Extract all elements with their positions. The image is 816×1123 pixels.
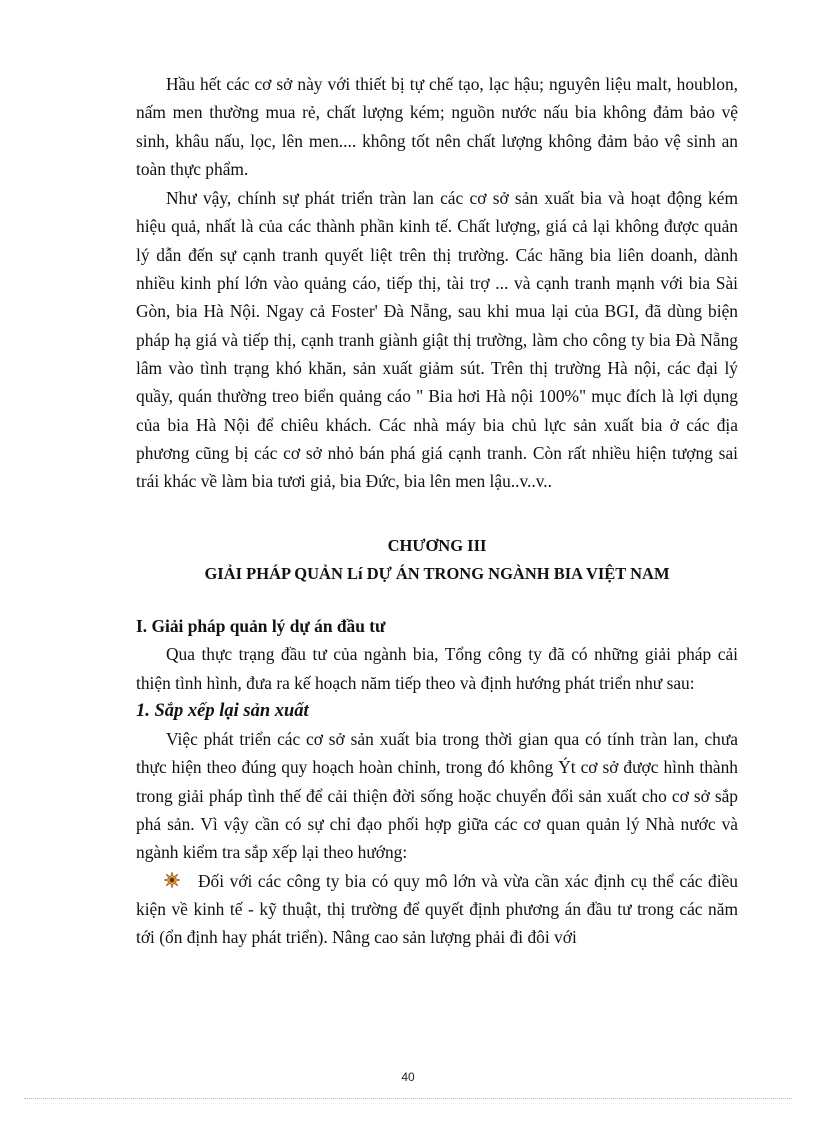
paragraph-1: Hầu hết các cơ sở này với thiết bị tự chế tạo, lạc hậu; nguyên liệu malt, houblon, nấm men thường mua rẻ, chất lượng kém; nguồn nước nấu bia không đảm bảo vệ sinh, khâu nấu, lọc, lên men.... không tốt nên chất lượng không đảm bảo vệ sinh an toàn thực phẩm. (136, 74, 738, 179)
bullet-item (136, 867, 738, 952)
chapter-title: GIẢI PHÁP QUẢN Lí DỰ ÁN TRONG NGÀNH BIA VIỆT NAM (204, 564, 670, 584)
section-intro: Qua thực trạng đầu tư của ngành bia, Tổng công ty đã có những giải pháp cải thiện tình hình, đưa ra kế hoạch năm tiếp theo và định hướng phát triển như sau: (136, 644, 738, 693)
document-page (136, 70, 738, 951)
subsection-body: Việc phát triển các cơ sở sản xuất bia trong thời gian qua có tính tràn lan, chưa thực hiện theo đúng quy hoạch hoàn chỉnh, trong đó không Ýt cơ sở được hình thành trong giải pháp tình thế để cải thiện đời sống hoặc chuyển đổi sản xuất cho cơ sở sắp phá sản. Vì vậy cần có sự chỉ đạo phối hợp giữa các cơ quan quản lý Nhà nước và ngành kiểm tra sắp xếp lại theo hướng: (136, 729, 738, 863)
bullet-text: Đối với các công ty bia có quy mô lớn và vừa cần xác định cụ thể các điều kiện về kinh tế - kỹ thuật, thị trường để quyết định phương án đầu tư trong các năm tới (ổn định hay phát triển). Nâng cao sản lượng phải đi đôi với (136, 870, 738, 948)
chapter-number: CHƯƠNG III (387, 536, 487, 556)
starburst-bullet-icon (164, 872, 180, 888)
section-heading: I. Giải pháp quản lý dự án đầu tư (136, 616, 386, 637)
page-number: 40 (401, 1070, 415, 1084)
footer-divider (24, 1098, 792, 1099)
subsection-heading: 1. Sắp xếp lại sản xuất (136, 701, 309, 722)
paragraph-2: Như vậy, chính sự phát triển tràn lan các cơ sở sản xuất bia và hoạt động kém hiệu quả, nhất là của các thành phần kinh tế. Chất lượng, giá cả lại không được quản lý dẫn đến sự cạnh tranh quyết liệt trên thị trường. Các hãng bia liên doanh, dành nhiều kinh phí lớn vào quảng cáo, tiếp thị, tài trợ ... và cạnh tranh mạnh với bia Sài Gòn, bia Hà Nội. Ngay cả Foster' Đà Nẵng, sau khi mua lại của BGI, đã dùng biện pháp hạ giá và tiếp thị, cạnh tranh giành giật thị trường, làm cho công ty bia Đà Nẵng lâm vào tình trạng khó khăn, sản xuất giảm sút. Trên thị trường Hà nội, các đại lý quầy, quán thường treo biển quảng cáo " Bia hơi Hà nội 100%" mục đích là lợi dụng của bia Hà Nội để chiêu khách. Các nhà máy bia chủ lực sản xuất bia ở các địa phương cũng bị các cơ sở nhỏ bán phá giá cạnh tranh. Còn rất nhiều hiện tượng sai trái khác về làm bia tươi giả, bia Đức, bia lên men lậu..v..v.. (136, 188, 738, 492)
